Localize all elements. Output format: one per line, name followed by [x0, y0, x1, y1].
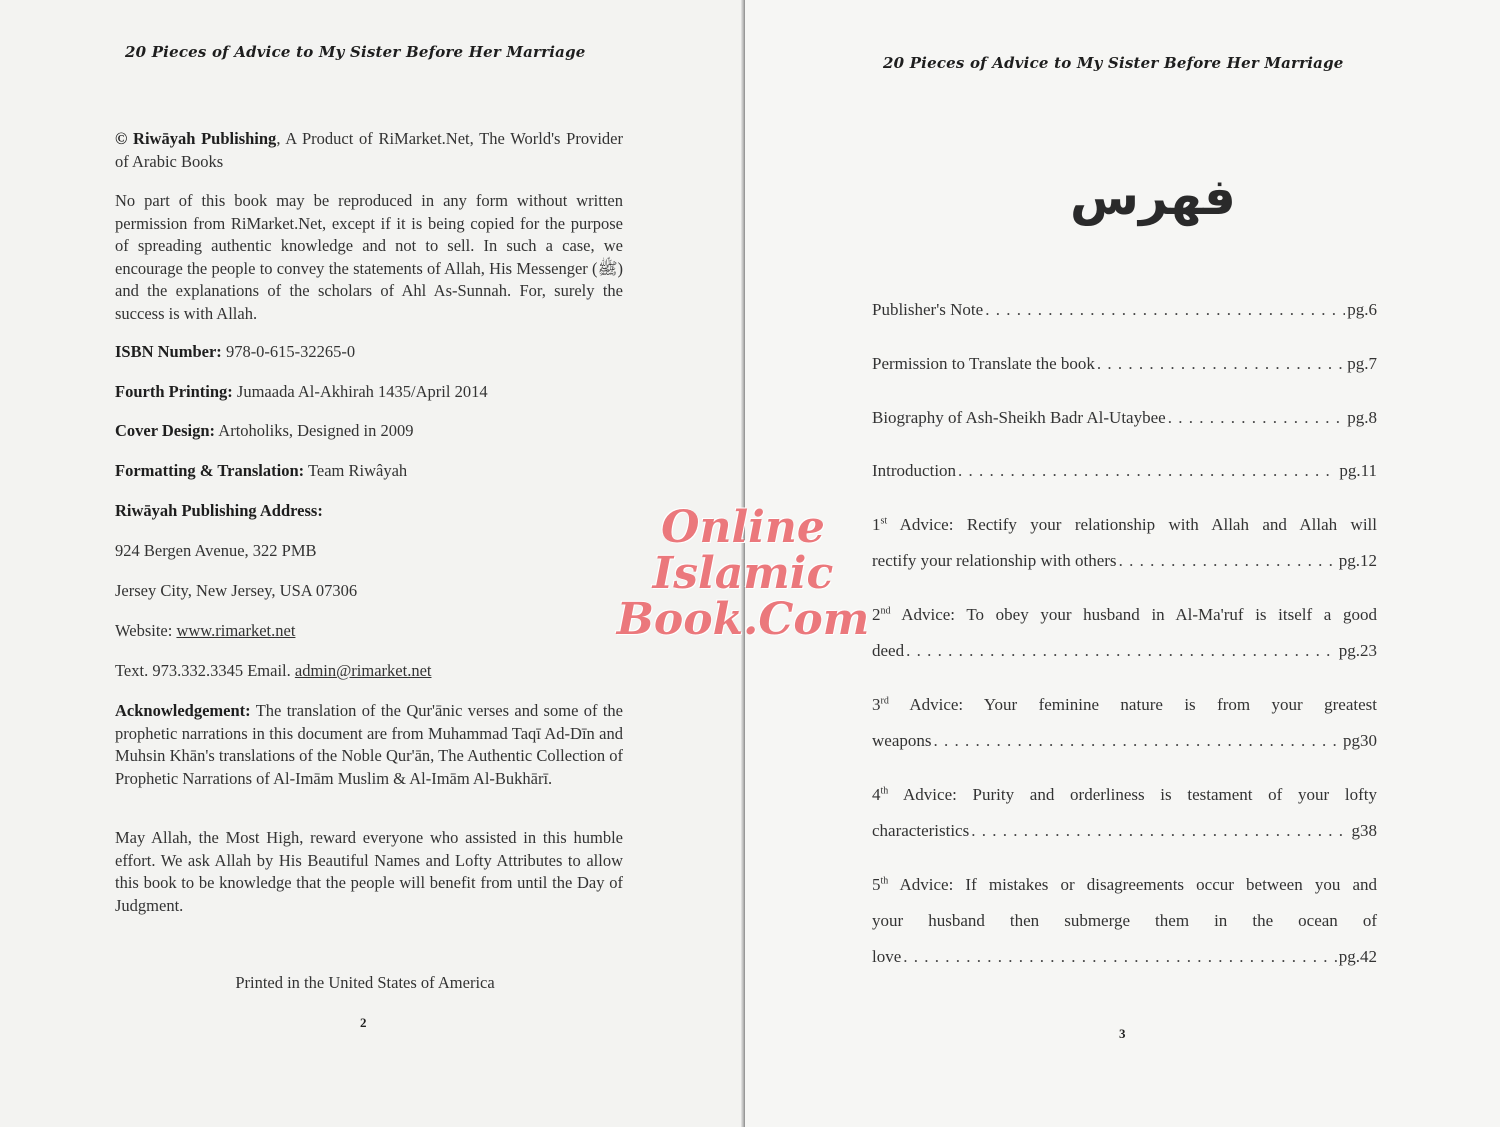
- advice-number: 5: [872, 875, 881, 894]
- toc-advice-line: [872, 777, 1377, 813]
- ordinal-suffix: rd: [880, 695, 889, 707]
- toc-biography: [872, 400, 1377, 436]
- toc-page-ref: pg30: [1343, 731, 1377, 750]
- toc-entry-title: Introduction: [872, 461, 957, 480]
- printing-value: Jumaada Al-Akhirah 1435/April 2014: [232, 382, 488, 401]
- toc-leader-dots: [1119, 543, 1337, 579]
- watermark: [573, 502, 913, 645]
- advice-title: Advice: If mistakes or disagreements occur between you and: [888, 875, 1377, 894]
- toc-entry-title: weapons: [872, 731, 932, 750]
- watermark-line-1: Online Islamic: [652, 502, 834, 599]
- watermark-line-2: Book.Com: [616, 594, 870, 645]
- toc-entry-title: love: [872, 947, 902, 966]
- email-link[interactable]: admin@rimarket.net: [294, 661, 432, 680]
- printing-label: Fourth Printing:: [115, 382, 233, 401]
- advice-number: 2: [872, 605, 881, 624]
- address-line-2: Jersey City, New Jersey, USA 07306: [115, 581, 358, 600]
- cover-design-line: [115, 420, 623, 443]
- toc-leader-dots: [1097, 346, 1345, 382]
- dua-paragraph: May Allah, the Most High, reward everyone who assisted in this humble effort. We ask Allah by His Beautiful Names and Lofty Attributes to allow this book to be knowledge that the people will benefit from until the Day of Judgment.: [115, 828, 623, 915]
- contact-line: [115, 660, 623, 683]
- website-label: Website:: [115, 621, 177, 640]
- toc-page-ref: pg.12: [1338, 551, 1377, 570]
- advice-number: 3: [872, 695, 881, 714]
- isbn-line: [115, 341, 623, 364]
- toc-advice-3: [872, 687, 1377, 759]
- toc-introduction: [872, 453, 1377, 489]
- printed-in-note: Printed in the United States of America: [235, 973, 495, 992]
- toc-page-ref: pg.23: [1338, 641, 1377, 660]
- toc-publishers-note: [872, 292, 1377, 328]
- arabic-contents-title: فهرس: [1070, 168, 1236, 226]
- advice-number: 4: [872, 785, 881, 804]
- toc-advice-2: [872, 597, 1377, 669]
- running-header-left: 20 Pieces of Advice to My Sister Before Her Marriage: [125, 43, 586, 61]
- website-line: [115, 620, 623, 643]
- toc-leader-dots: [933, 723, 1341, 759]
- page-number-right: 3: [1119, 1026, 1126, 1041]
- advice-title: Advice: Rectify your relationship with Allah and Allah will: [887, 515, 1377, 534]
- toc-leader-dots: [985, 292, 1345, 328]
- toc-advice-5: [872, 867, 1377, 975]
- copyright-holder: © Riwāyah Publishing: [115, 129, 277, 148]
- ordinal-suffix: nd: [880, 605, 891, 617]
- toc-leader-dots: [958, 453, 1337, 489]
- toc-advice-line: [872, 687, 1377, 723]
- page-number-left: 2: [360, 1015, 367, 1030]
- toc-advice-line: your husband then submerge them in the ocean of: [872, 911, 1377, 930]
- toc-advice-line: [872, 867, 1377, 903]
- toc-page-ref: pg.7: [1347, 354, 1377, 373]
- toc-entry-title: Publisher's Note: [872, 300, 984, 319]
- toc-entry-title: Permission to Translate the book: [872, 354, 1095, 373]
- toc-page-ref: pg.8: [1347, 408, 1377, 427]
- toc-leader-dots: [906, 633, 1337, 669]
- isbn-value: 978-0-615-32265-0: [221, 342, 356, 361]
- isbn-label: ISBN Number:: [115, 342, 222, 361]
- ordinal-suffix: th: [880, 785, 889, 797]
- toc-page-ref: g38: [1351, 821, 1377, 840]
- toc-page-ref: pg.42: [1338, 947, 1377, 966]
- ordinal-suffix: th: [880, 875, 889, 887]
- website-link[interactable]: www.rimarket.net: [176, 621, 296, 640]
- formatting-label: Formatting & Translation:: [115, 461, 305, 480]
- toc-entry-title: Biography of Ash-Sheikh Badr Al-Utaybee: [872, 408, 1166, 427]
- rights-paragraph: No part of this book may be reproduced in any form without written permission from RiMarket.Net, except if it is being copied for the purpose of spreading authentic knowledge and not to sell. In such a case, we encourage the people to convey the statements of Allah, His Messenger (ﷺ) and the explanations of the scholars of Ahl As-Sunnah. For, surely the success is with Allah.: [115, 191, 623, 323]
- advice-title: Advice: Your feminine nature is from your greatest: [888, 695, 1377, 714]
- formatting-value: Team Riwâyah: [304, 461, 408, 480]
- advice-number: 1: [872, 515, 881, 534]
- ordinal-suffix: st: [880, 515, 888, 527]
- advice-title: Advice: Purity and orderliness is testament of your lofty: [888, 785, 1377, 804]
- toc-advice-4: [872, 777, 1377, 849]
- toc-entry-title: characteristics: [872, 821, 970, 840]
- toc-page-ref: pg.6: [1347, 300, 1377, 319]
- toc-leader-dots: [903, 939, 1336, 975]
- address-label: Riwāyah Publishing Address:: [115, 501, 323, 520]
- advice-title: Advice: To obey your husband in Al-Ma'ruf is itself a good: [890, 605, 1377, 624]
- copyright-text: , A Product of RiMarket.Net, The World's Provider of Arabic Books: [115, 129, 623, 171]
- formatting-line: [115, 460, 623, 483]
- ack-text: The translation of the Qur'ānic verses and some of the prophetic narrations in this document are from Muhammad Taqī Ad-Dīn and Muhsin Khān's translations of the Noble Qur'ān, The Authentic Collection of Prophetic Narrations of Al-Imām Muslim & Al-Imām Al-Bukhārī.: [115, 701, 623, 788]
- toc-permission: [872, 346, 1377, 382]
- toc-advice-1: [872, 507, 1377, 579]
- cover-value: Artoholiks, Designed in 2009: [215, 421, 414, 440]
- toc-advice-line: [872, 597, 1377, 633]
- toc-entry-title: rectify your relationship with others: [872, 551, 1117, 570]
- address-line-1: 924 Bergen Avenue, 322 PMB: [115, 541, 317, 560]
- acknowledgement-paragraph: [115, 700, 623, 790]
- toc-leader-dots: [1168, 400, 1346, 436]
- toc-entry-title: deed: [872, 641, 905, 660]
- phone-text: Text. 973.332.3345 Email.: [115, 661, 295, 680]
- toc-advice-line: [872, 507, 1377, 543]
- printing-line: [115, 381, 623, 404]
- cover-label: Cover Design:: [115, 421, 216, 440]
- copyright-paragraph: [115, 128, 623, 173]
- toc-leader-dots: [971, 813, 1349, 849]
- ack-label: Acknowledgement:: [115, 701, 251, 720]
- toc-page-ref: pg.11: [1339, 461, 1377, 480]
- running-header-right: 20 Pieces of Advice to My Sister Before Her Marriage: [883, 54, 1344, 72]
